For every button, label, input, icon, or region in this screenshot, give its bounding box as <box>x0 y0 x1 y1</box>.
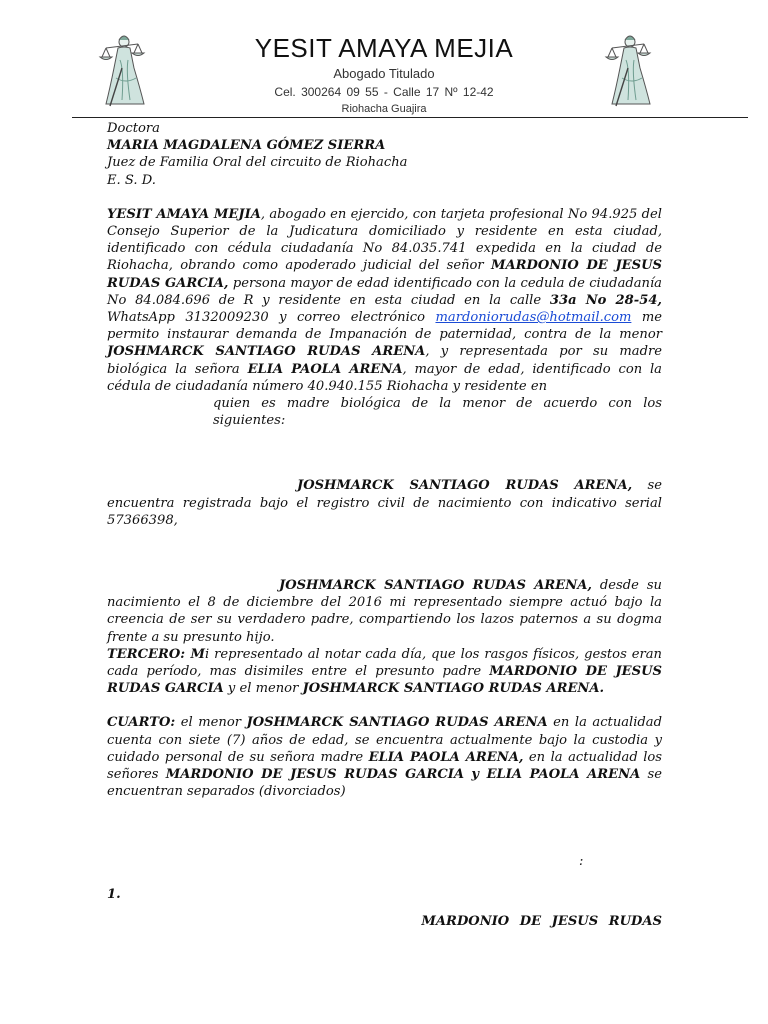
letterhead <box>0 0 768 120</box>
closing-name: MARDONIO DE JESUS RUDAS <box>421 913 662 929</box>
paragraph-intro: YESIT AMAYA MEJIA, abogado en ejercido, con tarjeta profesional No 94.925 del Consejo Superior de la Judicatura domiciliado y residente en esta ciudad, identificado con cédula ciudadanía No 84.035.741 expedida en la ciudad de Riohacha, obrando como apoderado judicial del señor MARDONIO DE JESUS RUDAS GARCIA, persona mayor de edad identificado con la cedula de ciudadanía No 84.084.696 de R y residente en esta ciudad en la calle 33a No 28-54, WhatsApp 3132009230 y correo electrónico mardoniorudas@hotmail.com me permito instaurar demanda de Impanación de paternidad, contra de la menor JOSHMARCK SANTIAGO RUDAS ARENA, y representada por su madre biológica la señora ELIA PAOLA ARENA, mayor de edad, identificado con la cédula de ciudadanía número 40.940.155 Riohacha y residente en <box>107 206 663 394</box>
addressee-name: MARIA MAGDALENA GÓMEZ SIERRA <box>107 138 386 154</box>
document-body <box>107 120 662 930</box>
paragraph-fourth: CUARTO: el menor JOSHMARCK SANTIAGO RUDAS ARENA en la actualidad cuenta con siete (7) años de edad, se encuentra actualmente bajo la custodia y cuidado personal de su señora madre ELIA PAOLA ARENA, en la actualidad los señores MARDONIO DE JESUS RUDAS GARCIA y ELIA PAOLA ARENA se encuentran separados (divorciados) <box>107 715 662 800</box>
letterhead-name: YESIT AMAYA MEJIA <box>254 33 514 63</box>
paragraph-third: TERCERO: Mi representado al notar cada día, que los rasgos físicos, gestos eran cada período, mas disimiles entre el presunto padre MARDONIO DE JESUS RUDAS GARCIA y el menor JOSHMARCK SANTIAGO RUDAS ARENA. <box>107 646 662 697</box>
addressee-role: Juez de Familia Oral del circuito de Riohacha <box>107 155 408 171</box>
addressee-salutation: Doctora <box>107 121 160 136</box>
list-item-number: 1. <box>107 886 121 902</box>
paragraph-first: JOSHMARCK SANTIAGO RUDAS ARENA, se encuentra registrada bajo el registro civil de nacimiento con indicativo serial 57366398, <box>107 478 662 528</box>
header-divider <box>72 117 748 118</box>
addressee-esd: E. S. D. <box>107 172 156 188</box>
letterhead-city: Riohacha Guajira <box>341 103 427 115</box>
letterhead-contact: Cel. 300264 09 55 - Calle 17 Nº 12-42 <box>274 85 494 99</box>
trailing-colon: : <box>579 853 584 869</box>
paragraph-second: JOSHMARCK SANTIAGO RUDAS ARENA, desde su nacimiento el 8 de diciembre del 2016 mi representado siempre actuó bajo la creencia de ser su verdadero padre, compartiendo los lazos paternos a su dogma frente a su presunto hijo. <box>107 578 662 645</box>
paragraph-intro-end: quien es madre biológica de la menor de acuerdo con los siguientes: <box>213 396 662 429</box>
letterhead-title: Abogado Titulado <box>333 66 435 81</box>
email-link[interactable]: mardoniorudas@hotmail.com <box>435 310 632 326</box>
